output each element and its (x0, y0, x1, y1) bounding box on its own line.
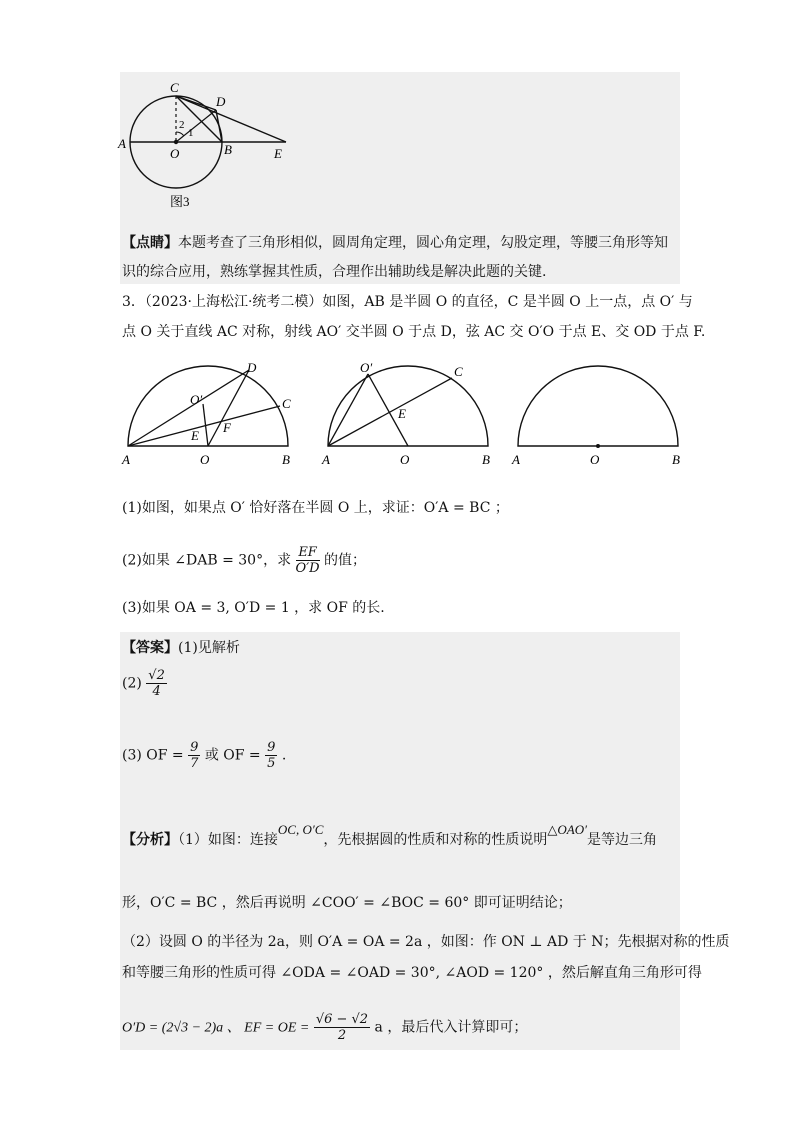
analysis-text-1c: 是等边三角 (586, 832, 657, 848)
analysis-line-5 (122, 1012, 527, 1043)
label-b: B (282, 452, 290, 467)
label-a: A (322, 452, 330, 467)
label-o: O (200, 452, 210, 467)
problem-line-1: 3．（2023·上海松江·统考二模）如图，AB 是半圆 O 的直径，C 是半圆 O 上一点，点 O′ 与 (122, 294, 693, 310)
label-o: O (170, 146, 180, 161)
dianjing-text-1: 本题考查了三角形相似，圆周角定理，圆心角定理，勾股定理，等腰三角形等知 (178, 235, 668, 251)
analysis-tag: 【分析】 (122, 832, 178, 848)
label-d: D (247, 360, 257, 375)
label-e: E (191, 428, 199, 443)
answer-2-fraction (146, 668, 167, 699)
label-o1: O′ (190, 392, 203, 407)
fraction-denominator: 2 (337, 1028, 347, 1043)
answer-line-1 (122, 638, 240, 658)
question-2-prefix: (2)如果 ∠DAB = 30°，求 (122, 552, 292, 569)
angle-arc (176, 132, 184, 136)
answer-line-3 (122, 740, 286, 771)
label-angle-2: 2 (179, 119, 185, 131)
label-o: O (590, 452, 600, 467)
figure-caption: 图3 (170, 194, 190, 209)
question-2-fraction (296, 545, 320, 576)
label-angle-1: 1 (188, 127, 194, 139)
label-a: A (118, 136, 126, 151)
fraction-numerator: EF (296, 545, 320, 561)
dianjing-line-2: 识的综合应用，熟练掌握其性质，合理作出辅助线是解决此题的关键. (122, 264, 547, 280)
analysis-text-5a: O′D = (2√3 − 2)a 、 EF = OE = (122, 1020, 310, 1036)
answer-3-end: . (281, 747, 287, 764)
analysis-text-1b: ，先根据圆的性质和对称的性质说明 (323, 832, 548, 848)
label-d: D (216, 94, 226, 109)
question-3: (3)如果 OA = 3, O′D = 1 ，求 OF 的长. (122, 600, 385, 616)
figure-3 (112, 76, 312, 216)
question-2-suffix: 的值； (324, 552, 367, 569)
label-a: A (122, 452, 130, 467)
label-c: C (282, 396, 291, 411)
label-f: F (223, 420, 231, 435)
answer-1: (1)见解析 (178, 640, 240, 656)
fraction-numerator: 9 (190, 740, 199, 755)
analysis-fraction (314, 1012, 370, 1043)
semicircle-2 (328, 366, 488, 446)
problem-line-2: 点 O 关于直线 AC 对称，射线 AO′ 交半圆 O 于点 D，弦 AC 交 O′O 于点 E、交 OD 于点 F. (122, 324, 706, 340)
figure-3-semicircle (508, 360, 688, 470)
label-e: E (274, 146, 282, 161)
fraction-numerator: √6 − √2 (315, 1012, 369, 1027)
figure-2 (318, 360, 498, 470)
analysis-line-1 (122, 822, 657, 850)
question-1: (1)如图，如果点 O′ 恰好落在半圆 O 上，求证：O′A = BC ； (122, 500, 509, 516)
answer-tag: 【答案】 (122, 640, 178, 656)
answer-3-middle: 或 OF = (204, 747, 261, 764)
question-2 (122, 545, 366, 576)
line-cd (176, 96, 216, 110)
analysis-segments: OC, O′C (277, 822, 324, 837)
fraction-denominator: O′D (295, 561, 320, 576)
point-o (596, 444, 600, 448)
label-b: B (482, 452, 490, 467)
label-b: B (672, 452, 680, 467)
label-o1: O′ (360, 360, 373, 375)
answer-2-prefix: (2) (122, 675, 142, 692)
analysis-line-2: 形，O′C = BC ，然后再说明 ∠COO′ = ∠BOC = 60° 即可证明结论； (122, 895, 572, 911)
fraction-denominator: 7 (190, 756, 199, 771)
semicircle-1 (128, 366, 288, 446)
analysis-line-4: 和等腰三角形的性质可得 ∠ODA = ∠OAD = 30°, ∠AOD = 120° ，然后解直角三角形可得 (122, 965, 702, 981)
dianjing-line-1 (122, 233, 668, 253)
label-b: B (224, 142, 232, 157)
label-c: C (454, 364, 463, 379)
analysis-text-1a: （1）如图：连接 (178, 832, 278, 848)
figure-1 (118, 360, 298, 470)
label-a: A (512, 452, 520, 467)
label-o: O (400, 452, 410, 467)
semicircle-3 (518, 366, 678, 446)
label-e: E (398, 406, 406, 421)
answer-line-2 (122, 668, 167, 699)
fraction-denominator: 4 (152, 684, 161, 699)
fraction-numerator: √2 (148, 668, 165, 683)
analysis-text-5b: a ，最后代入计算即可； (374, 1019, 528, 1036)
analysis-line-3: （2）设圆 O 的半径为 2a，则 O′A = OA = 2a ，如图：作 ON ⊥ AD 于 N；先根据对称的性质 (122, 934, 730, 950)
fraction-numerator: 9 (267, 740, 276, 755)
answer-3-prefix: (3) OF = (122, 747, 184, 764)
dianjing-tag: 【点睛】 (122, 235, 178, 251)
label-c: C (170, 80, 179, 95)
analysis-triangle: △OAO′ (547, 822, 587, 837)
answer-3-fraction-1 (188, 740, 200, 771)
point-o (174, 140, 178, 144)
fraction-denominator: 5 (267, 756, 276, 771)
answer-3-fraction-2 (265, 740, 277, 771)
